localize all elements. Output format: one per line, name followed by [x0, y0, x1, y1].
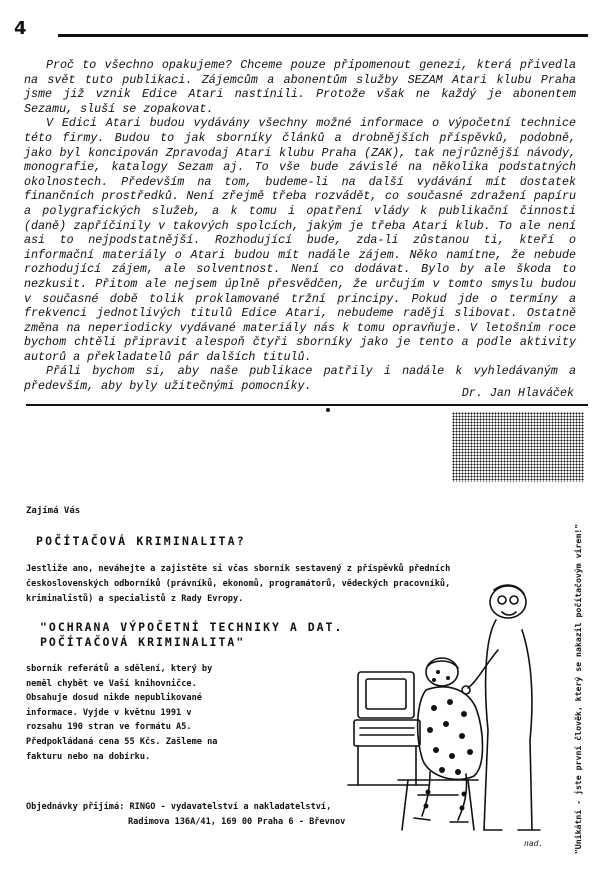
article-paragraph: V Edici Atari budou vydávány všechny možné informace o výpočetní technice této firmy. Budou to jak sborníky článků a drobnějších příspěvků, podobně, jako byl koncipován Zpravodaj Atari klubu Praha (ZAK), tak nejrůznější návody, monografie, katalogy Sezam aj. To vše bude závislé na několika podstatných okolnostech. Především na tom, budeme-li na další vydávání mít dostatek finančních prostředků. Není zřejmě třeba rozvádět, co současné zdražení papíru a polygrafických služeb, a k tomu i opatření vlády k publikační činnosti (daně) zapříčinily v takových spolcích, jakým je třeba Atari klub. To ale není asi to nejpodstatnější. Rozhodující bude, zda-li zůstanou ti, kteří o informační materiály o Atari budou mít nadále zájem. Něko namítne, že nebude rozhodující zájem, ale solventnost. Není co dodávat. Bylo by ale škoda to nezkusit. Přitom ale nejsem úplně přesvědčen, že určujím v tomto smyslu budou v současné době tolik proklamované tržní principy. Pokud jde o termíny a frekvenci jednotlivých titulů Edice Atari, nebudeme raději slibovat. Ostatně změna na neperiodicky vydávané materiály nás k tomu opravňuje. V letošním roce bychom chtěli připravit alespoň čtyři sborníky jako je tento a podle aktivity autorů a překladatelů pár dalších titulů. — [24, 116, 576, 364]
article — [24, 58, 576, 394]
article-paragraph: Proč to všechno opakujeme? Chceme pouze připomenout genezi, která přivedla na svět tuto publikaci. Zájemcům a abonentům služby SEZAM Atari klubu Praha jsme již vznik Edice Atari nastínili. Protože však ne každý je abonentem Sezamu, sluší se zopakovat. — [24, 58, 576, 116]
ad-headline: POČÍTAČOVÁ KRIMINALITA? — [36, 534, 246, 548]
section-divider — [26, 404, 588, 406]
halftone-pattern — [452, 412, 584, 482]
ad-intro: Jestliže ano, neváhejte a zajistěte si včas sborník sestavený z příspěvků předních československých odborníků (právníků, ekonomů, programátorů, vědeckých pracovníků, kriminalistů) a specialistů z Rady Evropy. — [26, 564, 451, 604]
cartoon-illustration — [318, 580, 554, 852]
cartoon-signature: nad. — [524, 839, 544, 848]
page-number: 4 — [14, 18, 27, 39]
side-quote — [568, 516, 588, 861]
orders-label: Objednávky přijímá: — [26, 802, 125, 812]
article-paragraph: Přáli bychom si, aby naše publikace patřily i nadále k vyhledávaným a především, aby byly užitečnými pomocníky. — [24, 364, 576, 394]
top-rule — [58, 34, 588, 37]
doctor-coat — [484, 620, 532, 830]
article-signature: Dr. Jan Hlaváček — [461, 386, 574, 400]
computer-base — [354, 720, 420, 746]
ad-description: sborník referátů a sdělení, který by neměl chybět ve Vaší knihovničce. Obsahuje dosud nikde nepublikované informace. Vyjde v květnu 1991 v rozsahu 190 stran ve formátu A5. Předpokládaná cena 55 Kčs. Zašleme na fakturu nebo na dobírku. — [26, 664, 218, 762]
orders-company: RINGO - vydavatelství a nakladatelství, — [129, 802, 332, 812]
orders-address: Radimova 136A/41, 169 00 Praha 6 - Břevnov — [128, 816, 346, 827]
ad-kicker: Zajímá Vás — [26, 506, 81, 516]
ad-book-title-line1: "OCHRANA VÝPOČETNÍ TECHNIKY A DAT. — [40, 620, 344, 634]
ad-book-title-line2: POČÍTAČOVÁ KRIMINALITA" — [40, 635, 246, 649]
divider-dot — [326, 408, 330, 412]
patient-head — [426, 658, 458, 686]
side-quote-text: "Unikátní - jste první člověk, který se nakazil počítačovým virem!" — [573, 523, 583, 854]
